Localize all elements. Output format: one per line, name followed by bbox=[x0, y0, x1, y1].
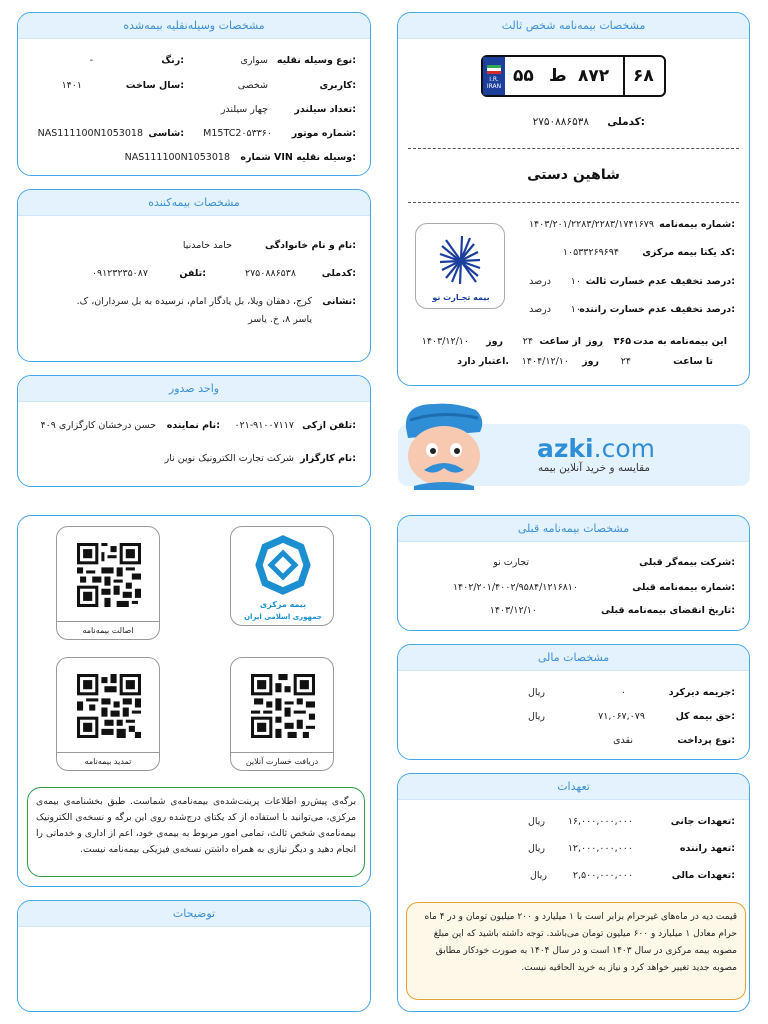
insurer-address-label: نشانی: bbox=[322, 296, 356, 307]
central-code-value: ۱۰۵۳۳۲۶۹۶۹۴ bbox=[562, 247, 619, 258]
qr-caption-renewal: تمدید بیمه‌نامه bbox=[57, 752, 159, 770]
vin-label: شماره VIN وسیله نقلیه: bbox=[240, 152, 356, 163]
plate-part1: ۵۵ bbox=[513, 66, 534, 86]
validity-prefix: این بیمه‌نامه به مدت bbox=[633, 336, 727, 347]
notes-card-title: توضیحات bbox=[18, 901, 370, 927]
late-fee-value: ۰ bbox=[620, 687, 626, 698]
driver-discount-label: درصد تخفیف عدم خسارت راننده: bbox=[579, 304, 735, 315]
usage-value: شخصی bbox=[237, 80, 268, 91]
life-obligation-label: تعهدات جانی: bbox=[670, 816, 735, 827]
insurer-name-value: حامد حامدنیا bbox=[182, 240, 232, 251]
vin-value: NAS111100N1053018 bbox=[124, 152, 230, 163]
qr-code-online-claim[interactable] bbox=[251, 674, 315, 738]
third-party-card bbox=[397, 12, 750, 386]
build-year-value: ۱۴۰۱ bbox=[61, 80, 82, 91]
qr-card-authenticity[interactable] bbox=[56, 526, 160, 640]
property-obligation-value: ۲,۵۰۰,۰۰۰,۰۰۰ bbox=[572, 870, 633, 881]
azki-mascot-icon bbox=[394, 398, 494, 490]
validity-valid-word: اعتبار دارد. bbox=[457, 356, 509, 367]
previous-company-value: تجارت نو bbox=[493, 557, 529, 568]
svg-text:جمهوری اسلامی ایران: جمهوری اسلامی ایران bbox=[244, 613, 322, 621]
validity-to-word: تا ساعت bbox=[673, 356, 713, 367]
azki-tagline: مقایسه و خرید آنلاین بیمه bbox=[538, 462, 651, 474]
payment-type-value: نقدی bbox=[613, 735, 633, 746]
insurer-phone-label: تلفن: bbox=[179, 268, 206, 279]
insurer-code-value: ۲۷۵۰۸۸۶۵۳۸ bbox=[244, 268, 296, 279]
driver-discount-value: ۱۰ bbox=[570, 304, 581, 315]
insurer-phone-value: ۰۹۱۲۳۲۳۵۰۸۷ bbox=[91, 268, 148, 279]
previous-policy-card bbox=[397, 515, 750, 631]
late-fee-label: جریمه دیرکرد: bbox=[668, 687, 735, 698]
azki-phone-label: تلفن ازکی: bbox=[302, 420, 356, 431]
previous-company-label: شرکت بیمه‌گر قبلی: bbox=[639, 557, 735, 568]
owner-name: شاهین دستی bbox=[527, 167, 620, 183]
central-code-label: کد یکتا بیمه مرکزی: bbox=[642, 247, 735, 258]
tejarat-no-logo-icon bbox=[416, 224, 506, 310]
validity-hour-end: ۲۴ bbox=[620, 356, 631, 367]
policy-number-value: ۱۴۰۳/۲۰۱/۲۲۸۳/۲۲۸۳/۱۷۴۱۶۷۹ bbox=[528, 219, 654, 230]
financial-card-title: مشخصات مالی bbox=[398, 645, 749, 671]
qr-caption-online-claim: دریافت خسارت آنلاین bbox=[231, 752, 333, 770]
color-value: - bbox=[89, 55, 93, 66]
driver-discount-unit: درصد bbox=[529, 304, 551, 315]
build-year-label: سال ساخت: bbox=[125, 80, 184, 91]
blood-money-notice: قیمت دیه در ماه‌های غیرحرام برابر است با ۱ میلیارد و ۲۰۰ میلیون تومان و در ۴ ماه حرام معادل ۱ میلیارد و ۶۰۰ میلیون تومان می‌باشد. توجه داشته باشید که این مبلغ مصوبه بیمه مرکزی در سال ۱۴۰۳ است و در سال ۱۴۰۴ به صورت خودکار مطابق مصوبه جدید تغییر خواهد کرد و نیاز به خرید الحاقیه نیست. bbox=[406, 902, 746, 1000]
insurer-address-line2: یاسر ۸، خ. یاسر bbox=[248, 314, 312, 325]
driver-obligation-label: تعهد راننده: bbox=[679, 843, 735, 854]
validity-day-word-2: روز bbox=[486, 336, 503, 347]
insurer-code-label: کدملی: bbox=[321, 268, 356, 279]
total-premium-value: ۷۱,۰۶۷,۰۷۹ bbox=[598, 711, 645, 722]
svg-text:بیمه مرکزی: بیمه مرکزی bbox=[259, 600, 307, 609]
azki-banner[interactable] bbox=[398, 424, 750, 486]
vehicle-type-value: سواری bbox=[240, 55, 268, 66]
validity-days: ۳۶۵ bbox=[613, 336, 631, 347]
engine-number-label: شماره موتور: bbox=[291, 128, 356, 139]
qr-caption-authenticity: اصالت بیمه‌نامه bbox=[57, 621, 159, 639]
validity-start-date: ۱۴۰۳/۱۲/۱۰ bbox=[421, 336, 469, 347]
financial-card bbox=[397, 644, 750, 760]
vehicle-card-title: مشخصات وسیله‌نقلیه بیمه‌شده bbox=[18, 13, 370, 39]
cylinders-value: چهار سیلندر bbox=[220, 104, 268, 115]
validity-end-date: ۱۴۰۴/۱۲/۱۰ bbox=[521, 356, 569, 367]
vehicle-type-label: نوع وسیله نقلیه: bbox=[276, 55, 356, 66]
validity-day-word-3: روز bbox=[582, 356, 599, 367]
driver-obligation-unit: ریال bbox=[527, 843, 545, 854]
life-obligation-unit: ریال bbox=[527, 816, 545, 827]
insurer-name-label: نام و نام خانوادگی: bbox=[264, 240, 356, 251]
total-premium-unit: ریال bbox=[527, 711, 545, 722]
owner-code-value: ۲۷۵۰۸۸۶۵۳۸ bbox=[532, 116, 589, 128]
validity-from-word: از ساعت bbox=[539, 336, 581, 347]
driver-obligation-value: ۱۲,۰۰۰,۰۰۰,۰۰۰ bbox=[567, 843, 633, 854]
property-obligation-unit: ریال bbox=[529, 870, 547, 881]
life-obligation-value: ۱۶,۰۰۰,۰۰۰,۰۰۰ bbox=[567, 816, 633, 827]
owner-code-label: کدملی: bbox=[607, 116, 645, 128]
third-party-discount-value: ۱۰ bbox=[570, 276, 581, 287]
svg-text:بیمه تجـارت نو: بیمه تجـارت نو bbox=[432, 293, 490, 302]
third-party-discount-label: درصد تخفیف عدم خسارت ثالث: bbox=[585, 276, 735, 287]
qr-code-renewal[interactable] bbox=[77, 674, 141, 738]
usage-label: کاربری: bbox=[319, 80, 356, 91]
qr-card-renewal[interactable] bbox=[56, 657, 160, 771]
chassis-value: NAS111100N1053018 bbox=[37, 128, 143, 139]
previous-expiry-value: ۱۴۰۳/۱۲/۱۰ bbox=[489, 605, 537, 616]
cylinders-label: تعداد سیلندر: bbox=[294, 104, 356, 115]
insurer-address-line1: کرج، دهقان ویلا، بل یادگار امام، نرسیده به بل سرداران، ک. bbox=[76, 296, 312, 307]
iran-flag-icon: I.R. IRAN bbox=[483, 57, 505, 95]
previous-number-label: شماره بیمه‌نامه قبلی: bbox=[632, 582, 735, 593]
validity-hour-start: ۲۴ bbox=[522, 336, 533, 347]
total-premium-label: حق بیمه کل: bbox=[675, 711, 735, 722]
notes-card bbox=[17, 900, 371, 1012]
electronic-policy-notice: برگه‌ی پیش‌رو اطلاعات پرینت‌شده‌ی بیمه‌نامه‌ی شماست. طبق بخشنامه‌ی بیمه‌ی مرکزی، می‌توانید با استفاده از کد یکتای درج‌شده روی این برگه و نسخه‌ی الکترونیک بیمه‌نامه‌ی شخص ثالث، تمامی امور مربوط به بیمه‌ی خود، اعم از اداری و خدماتی را انجام دهید و دیگر نیازی به همراه داشتن نسخه‌ی فیزیکی بیمه‌نامه نیست. bbox=[27, 787, 365, 877]
engine-number-value: M15TC2۰۵۳۳۶۰ bbox=[203, 128, 272, 139]
azki-phone-value: ۰۲۱-۹۱۰۰۷۱۱۷ bbox=[234, 420, 294, 431]
previous-number-value: ۱۴۰۲/۲۰۱/۴۰۰۲/۹۵۸۴/۱۲۱۶۸۱۰ bbox=[452, 582, 578, 593]
property-obligation-label: تعهدات مالی: bbox=[671, 870, 735, 881]
representative-label: نام نماینده: bbox=[166, 420, 220, 431]
issuer-card-title: واحد صدور bbox=[18, 376, 370, 402]
azki-logo: azki.com bbox=[537, 434, 655, 463]
plate-letter: ط bbox=[549, 66, 567, 86]
broker-value: شرکت تجارت الکترونیک نوین نار bbox=[164, 453, 294, 464]
qr-card-online-claim[interactable] bbox=[230, 657, 334, 771]
validity-day-word: روز bbox=[586, 336, 603, 347]
insurer-card bbox=[17, 189, 371, 362]
central-insurance-logo bbox=[231, 527, 335, 627]
vehicle-card bbox=[17, 12, 371, 176]
tejarat-no-logo bbox=[415, 223, 505, 309]
third-party-discount-unit: درصد bbox=[529, 276, 551, 287]
plate-region: ۶۸ bbox=[633, 66, 654, 86]
license-plate bbox=[481, 55, 666, 97]
policy-number-label: شماره بیمه‌نامه: bbox=[659, 219, 735, 230]
central-insurance-logo-box bbox=[230, 526, 334, 626]
qr-code-authenticity[interactable] bbox=[77, 543, 141, 607]
color-label: رنگ: bbox=[161, 55, 184, 66]
broker-label: نام کارگزار: bbox=[300, 453, 356, 464]
previous-policy-card-title: مشخصات بیمه‌نامه قبلی bbox=[398, 516, 749, 542]
representative-value: حسن درخشان کارگزاری ۴۰۹ bbox=[40, 420, 156, 431]
insurer-card-title: مشخصات بیمه‌کننده bbox=[18, 190, 370, 216]
third-party-card-title: مشخصات بیمه‌نامه شخص ثالث bbox=[398, 13, 749, 39]
late-fee-unit: ریال bbox=[527, 687, 545, 698]
issuer-card bbox=[17, 375, 371, 487]
payment-type-label: نوع پرداخت: bbox=[677, 735, 735, 746]
chassis-label: شاسی: bbox=[148, 128, 184, 139]
plate-part2: ۸۷۲ bbox=[578, 66, 610, 86]
obligations-card-title: تعهدات bbox=[398, 774, 749, 800]
previous-expiry-label: تاریخ انقضای بیمه‌نامه قبلی: bbox=[601, 605, 735, 616]
